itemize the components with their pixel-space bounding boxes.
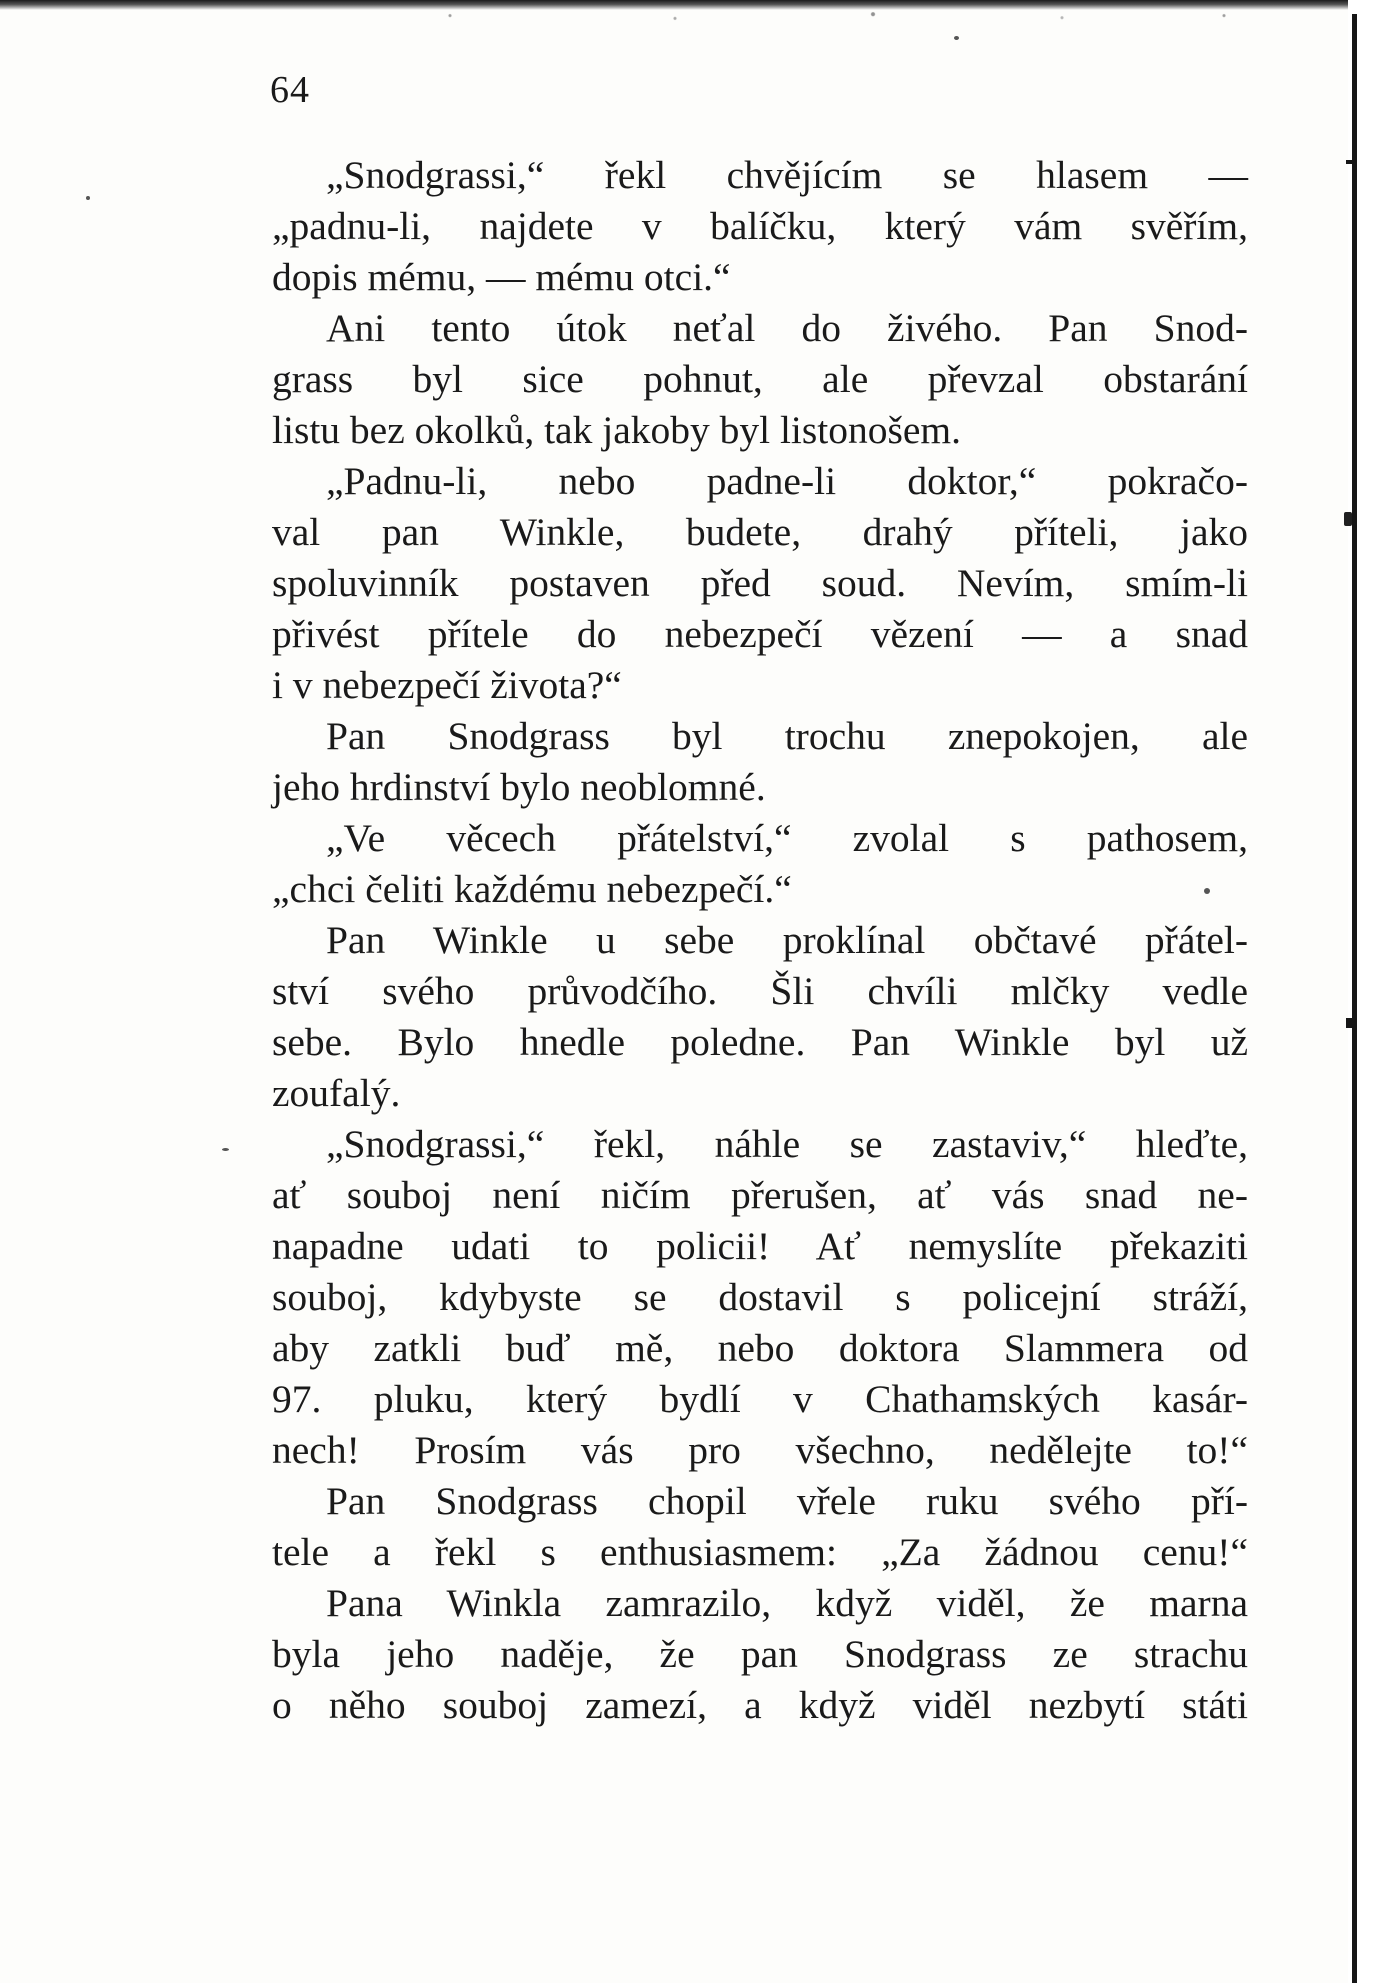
text-line: listu bez okolků, tak jakoby byl listonošem. [272, 408, 961, 452]
text-line: dopis mému, — mému otci.“ [272, 255, 731, 299]
scan-top-specks [360, 10, 1260, 24]
text-line: „Ve věcech přátelství,“ zvolal s pathosem, [326, 816, 1248, 860]
text-line: zoufalý. [272, 1071, 401, 1115]
text-line: souboj, kdybyste se dostavil s policejní stráží, [272, 1275, 1248, 1319]
text-line: ať souboj není ničím přerušen, ať vás snad ne- [272, 1173, 1248, 1217]
page-number: 64 [270, 69, 310, 111]
binding-mark [1346, 160, 1356, 164]
text-line: napadne udati to policii! Ať nemyslíte překaziti [272, 1224, 1248, 1268]
text-line: sebe. Bylo hnedle poledne. Pan Winkle byl už [272, 1020, 1248, 1064]
text-line: Pan Winkle u sebe proklínal občtavé přátel- [326, 918, 1248, 962]
text-line: „chci čeliti každému nebezpečí.“ [272, 867, 792, 911]
text-line: jeho hrdinství bylo neoblomné. [272, 765, 766, 809]
text-line: „Padnu-li, nebo padne-li doktor,“ pokračo- [326, 459, 1248, 503]
paper-speck [954, 36, 959, 40]
text-line: spoluvinník postaven před soud. Nevím, smím-li [272, 561, 1248, 605]
paper-speck [86, 196, 90, 200]
text-line: nech! Prosím vás pro všechno, nedělejte to!“ [272, 1428, 1248, 1472]
binding-mark [1346, 1018, 1354, 1028]
text-line: o něho souboj zamezí, a když viděl nezbytí státi [272, 1683, 1248, 1727]
text-line: i v nebezpečí života?“ [272, 663, 622, 707]
text-line: ství svého průvodčího. Šli chvíli mlčky vedle [272, 969, 1248, 1013]
paper-speck [222, 1148, 229, 1151]
text-line: Pan Snodgrass byl trochu znepokojen, ale [326, 714, 1248, 758]
binding-notch [1344, 512, 1352, 526]
text-line: přivést přítele do nebezpečí vězení — a snad [272, 612, 1248, 656]
text-line: „padnu-li, najdete v balíčku, který vám svěřím, [272, 204, 1248, 248]
text-line: val pan Winkle, budete, drahý příteli, jako [272, 510, 1248, 554]
text-line: aby zatkli buď mě, nebo doktora Slammera od [272, 1326, 1248, 1370]
text-line: „Snodgrassi,“ řekl chvějícím se hlasem — [326, 153, 1248, 197]
scan-right-binding-line [1352, 14, 1357, 1983]
body-text [272, 150, 1248, 1731]
text-line: Pana Winkla zamrazilo, když viděl, že marna [326, 1581, 1248, 1625]
scan-top-edge [0, 0, 1382, 10]
text-line: 97. pluku, který bydlí v Chathamských kasár- [272, 1377, 1248, 1421]
text-line: Pan Snodgrass chopil vřele ruku svého pří- [326, 1479, 1248, 1523]
text-line: Ani tento útok neťal do živého. Pan Snod- [326, 306, 1248, 350]
text-line: „Snodgrassi,“ řekl, náhle se zastaviv,“ hleďte, [326, 1122, 1248, 1166]
text-line: tele a řekl s enthusiasmem: „Za žádnou cenu!“ [272, 1530, 1248, 1574]
text-line: grass byl sice pohnut, ale převzal obstarání [272, 357, 1248, 401]
text-line: byla jeho naděje, že pan Snodgrass ze strachu [272, 1632, 1248, 1676]
